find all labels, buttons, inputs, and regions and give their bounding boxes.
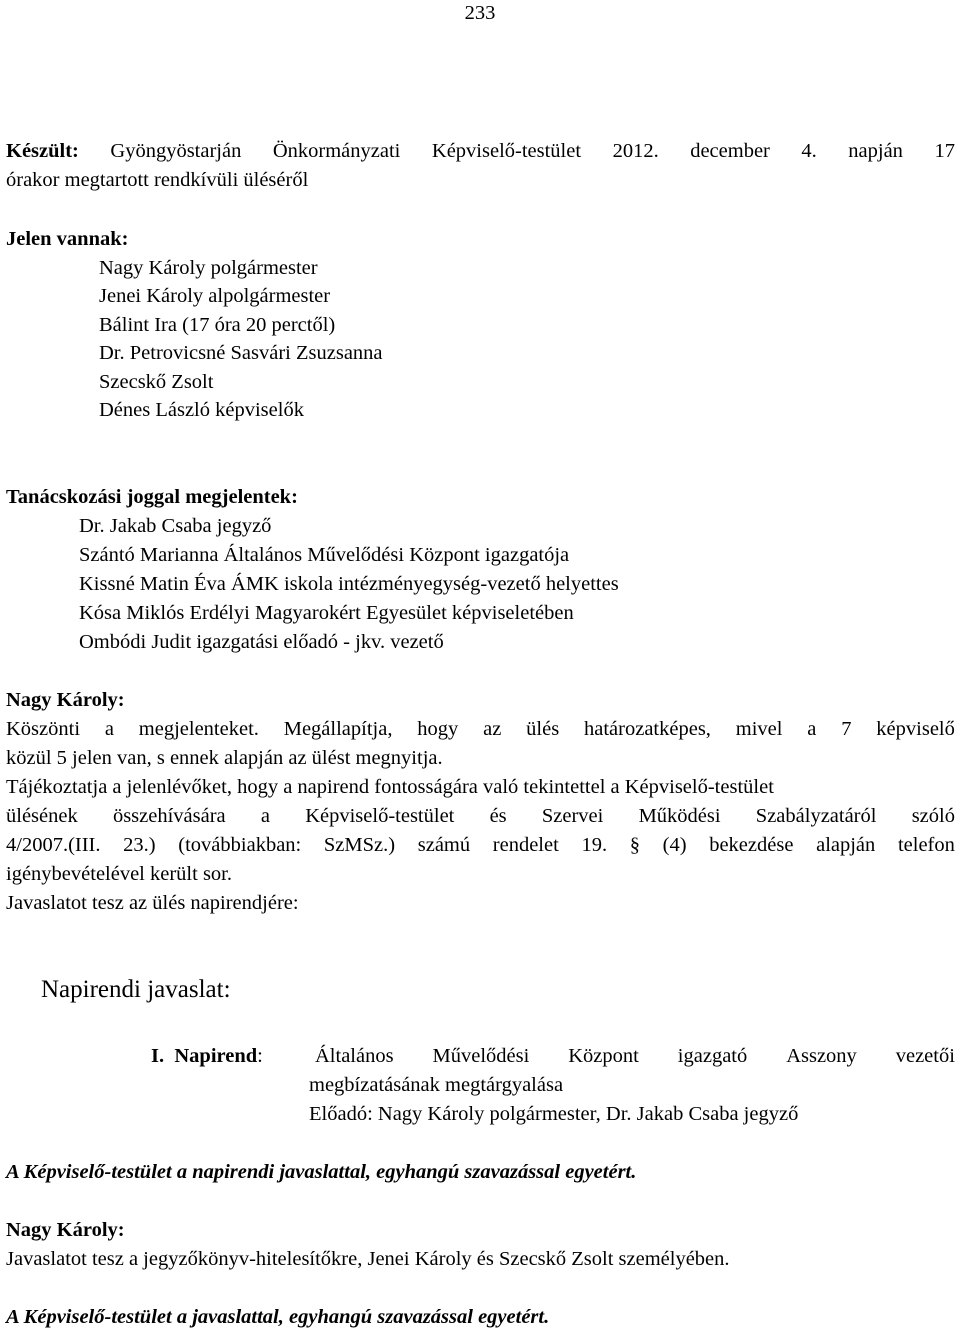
word: Képviselő-testület [305,805,455,827]
word: Szabályzatáról [755,805,877,827]
word: 4/2007.(III. [6,834,101,856]
header-word: 4. [801,140,817,162]
word: SzMSz.) [323,834,396,856]
word: igazgató [677,1045,748,1067]
word: alapján [816,834,876,856]
word: vezetői [895,1045,955,1067]
advisory-heading: Tanácskozási joggal megjelentek: [6,486,298,508]
advisory-member: Kósa Miklós Erdélyi Magyarokért Egyesület képviseletében [79,602,574,624]
speech-2-text: Javaslatot tesz a jegyzőkönyv-hitelesítőkre, Jenei Károly és Szecskő Zsolt személyében. [6,1248,730,1270]
agenda-heading: Napirendi javaslat: [41,976,231,1003]
word: összehívására [112,805,226,827]
advisory-member: Kissné Matin Éva ÁMK iskola intézményegység-vezető helyettes [79,573,619,595]
section-sign: § [629,834,640,856]
word: Asszony [786,1045,857,1067]
word: az [483,718,502,740]
word: Köszönti [6,718,81,740]
word: telefon [897,834,955,856]
word: 19. [581,834,608,856]
page-number: 233 [464,2,496,24]
present-member: Nagy Károly polgármester [99,257,318,279]
resolution-2: A Képviselő-testület a javaslattal, egyhangú szavazással egyetért. [6,1306,550,1328]
word: hogy [417,718,459,740]
word: számú [417,834,471,856]
advisory-member: Ombódi Judit igazgatási előadó - jkv. vezető [79,631,444,653]
word: mivel [735,718,783,740]
agenda-item-line-1 [315,1046,955,1067]
word: ülésének [6,805,78,827]
word: a [260,805,270,827]
present-member: Jenei Károly alpolgármester [99,285,331,307]
advisory-member: Dr. Jakab Csaba jegyző [79,515,272,537]
agenda-item-colon: : [257,1045,263,1067]
word: Központ [568,1045,639,1067]
header-word: 17 [934,140,955,162]
resolution-1: A Képviselő-testület a napirendi javaslattal, egyhangú szavazással egyetért. [6,1161,637,1183]
word: (továbbiakban: [178,834,302,856]
agenda-item-line-2: megbízatásának megtárgyalása [309,1074,564,1096]
speaker-name: Nagy Károly: [6,1219,125,1241]
header-word: 2012. [612,140,659,162]
word: a [807,718,817,740]
word: szóló [911,805,955,827]
speech-line-3: Tájékoztatja a jelenlévőket, hogy a napirend fontosságára való tekintettel a Képviselő-testület [6,776,774,798]
agenda-item-label-text: Napirend [174,1045,258,1067]
word: Megállapítja, [283,718,393,740]
header-word: napján [848,140,903,162]
word: rendelet [492,834,559,856]
header-line-2: órakor megtartott rendkívüli üléséről [6,169,309,191]
word: ülés [526,718,560,740]
header-word: Önkormányzati [272,140,401,162]
speech-line-7: Javaslatot tesz az ülés napirendjére: [6,892,299,914]
present-member: Bálint Ira (17 óra 20 perctől) [99,314,336,336]
word: Szervei [541,805,604,827]
present-member: Dénes László képviselők [99,399,304,421]
word: Művelődési [432,1045,530,1067]
header-word: Gyöngyöstarján [110,140,242,162]
word: a [104,718,114,740]
word: 23.) [123,834,156,856]
agenda-presenter: Előadó: Nagy Károly polgármester, Dr. Jakab Csaba jegyző [309,1103,799,1125]
word: Működési [638,805,721,827]
header-word: december [690,140,770,162]
advisory-member: Szántó Marianna Általános Művelődési Központ igazgatója [79,544,570,566]
present-member: Dr. Petrovicsné Sasvári Zsuzsanna [99,342,383,364]
speech-line-4 [6,806,955,827]
header-word: Képviselő-testület [431,140,582,162]
header-label: Készült: [6,140,79,162]
header-line-1 [6,141,955,162]
word: és [489,805,507,827]
word: képviselő [876,718,955,740]
speech-line-5 [6,835,955,856]
speech-line-6: igénybevételével került sor. [6,863,232,885]
agenda-item-number: I. [151,1045,165,1067]
speaker-name: Nagy Károly: [6,689,125,711]
word: megjelenteket. [138,718,259,740]
present-member: Szecskő Zsolt [99,371,214,393]
word: Általános [315,1045,394,1067]
word: határozatképes, [584,718,711,740]
agenda-item-label [151,1046,263,1067]
word: (4) [662,834,687,856]
present-heading: Jelen vannak: [6,228,129,250]
speech-line-2: közül 5 jelen van, s ennek alapján az ülést megnyitja. [6,747,443,769]
speech-line-1 [6,719,955,740]
word: 7 [841,718,852,740]
word: bekezdése [709,834,794,856]
